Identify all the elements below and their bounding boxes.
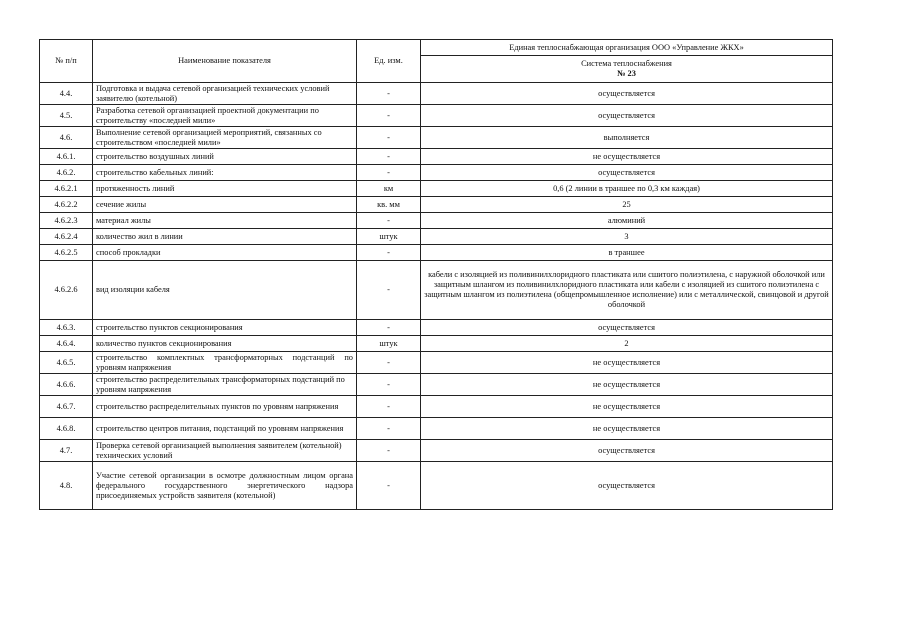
table-row bbox=[40, 197, 833, 213]
table-row bbox=[40, 105, 833, 127]
row-unit: - bbox=[357, 165, 421, 181]
row-value: не осуществляется bbox=[421, 374, 833, 396]
row-value: не осуществляется bbox=[421, 418, 833, 440]
row-indicator-name: строительство центров питания, подстанций по уровням напряжения bbox=[93, 418, 357, 440]
row-indicator-name: протяженность линий bbox=[93, 181, 357, 197]
row-unit: - bbox=[357, 440, 421, 462]
table-row bbox=[40, 352, 833, 374]
row-indicator-name: количество пунктов секционирования bbox=[93, 336, 357, 352]
row-value: 3 bbox=[421, 229, 833, 245]
row-unit: - bbox=[357, 83, 421, 105]
row-number: 4.7. bbox=[40, 440, 93, 462]
header-name: Наименование показателя bbox=[93, 40, 357, 83]
row-unit: - bbox=[357, 374, 421, 396]
row-value: 25 bbox=[421, 197, 833, 213]
row-indicator-name: количество жил в линии bbox=[93, 229, 357, 245]
row-number: 4.6.8. bbox=[40, 418, 93, 440]
table-row bbox=[40, 336, 833, 352]
row-indicator-name: Разработка сетевой организацией проектной документации по строительству «последней мили» bbox=[93, 105, 357, 127]
row-indicator-name: строительство воздушных линий bbox=[93, 149, 357, 165]
row-unit: - bbox=[357, 396, 421, 418]
table-row bbox=[40, 165, 833, 181]
row-value: осуществляется bbox=[421, 165, 833, 181]
row-indicator-name: способ прокладки bbox=[93, 245, 357, 261]
row-unit: - bbox=[357, 352, 421, 374]
row-indicator-name: строительство кабельных линий: bbox=[93, 165, 357, 181]
row-unit: - bbox=[357, 105, 421, 127]
row-number: 4.6.7. bbox=[40, 396, 93, 418]
row-value: осуществляется bbox=[421, 440, 833, 462]
row-value: осуществляется bbox=[421, 320, 833, 336]
table-row bbox=[40, 261, 833, 320]
row-number: 4.6. bbox=[40, 127, 93, 149]
row-value: 2 bbox=[421, 336, 833, 352]
row-unit: - bbox=[357, 213, 421, 229]
row-value: в траншее bbox=[421, 245, 833, 261]
table-row bbox=[40, 418, 833, 440]
row-unit: штук bbox=[357, 229, 421, 245]
table-row bbox=[40, 320, 833, 336]
header-system-label: Система теплоснабжения bbox=[581, 59, 672, 68]
row-unit: - bbox=[357, 320, 421, 336]
header-unit: Ед. изм. bbox=[357, 40, 421, 83]
row-value: алюминий bbox=[421, 213, 833, 229]
row-indicator-name: строительство распределительных пунктов по уровням напряжения bbox=[93, 396, 357, 418]
row-indicator-name: строительство распределительных трансформаторных подстанций по уровням напряжения bbox=[93, 374, 357, 396]
header-org: Единая теплоснабжающая организация ООО «Управление ЖКХ» bbox=[421, 40, 833, 56]
row-number: 4.6.2.5 bbox=[40, 245, 93, 261]
row-number: 4.5. bbox=[40, 105, 93, 127]
row-unit: - bbox=[357, 245, 421, 261]
row-value: 0,6 (2 линии в траншее по 0,3 км каждая) bbox=[421, 181, 833, 197]
row-indicator-name: сечение жилы bbox=[93, 197, 357, 213]
table-row bbox=[40, 127, 833, 149]
header-row bbox=[40, 40, 833, 56]
row-indicator-name: вид изоляции кабеля bbox=[93, 261, 357, 320]
row-unit: кв. мм bbox=[357, 197, 421, 213]
row-number: 4.6.5. bbox=[40, 352, 93, 374]
row-indicator-name: строительство пунктов секционирования bbox=[93, 320, 357, 336]
row-unit: км bbox=[357, 181, 421, 197]
row-value: не осуществляется bbox=[421, 352, 833, 374]
row-number: 4.6.6. bbox=[40, 374, 93, 396]
row-number: 4.6.2.4 bbox=[40, 229, 93, 245]
table-row bbox=[40, 374, 833, 396]
table-row bbox=[40, 462, 833, 510]
row-value: осуществляется bbox=[421, 83, 833, 105]
row-indicator-name: Подготовка и выдача сетевой организацией технических условий заявителю (котельной) bbox=[93, 83, 357, 105]
row-unit: - bbox=[357, 127, 421, 149]
row-value: кабели с изоляцией из поливинилхлоридного пластиката или сшитого полиэтилена, с наружной оболочкой или защитным шлангом из поливинилхлоридного пластиката или кабели с изоляцией из сшитого полиэтилена с защитным шлангом из полиэтилена (общепромышленное исполнение) или с металлической, свинцовой и другой оболочкой bbox=[421, 261, 833, 320]
row-number: 4.6.1. bbox=[40, 149, 93, 165]
header-system-number: № 23 bbox=[617, 69, 636, 78]
table-row bbox=[40, 83, 833, 105]
row-unit: штук bbox=[357, 336, 421, 352]
row-indicator-name: строительство комплектных трансформаторных подстанций по уровням напряжения bbox=[93, 352, 357, 374]
table-row bbox=[40, 229, 833, 245]
row-value: осуществляется bbox=[421, 462, 833, 510]
table-row bbox=[40, 181, 833, 197]
table-row bbox=[40, 440, 833, 462]
table-row bbox=[40, 213, 833, 229]
row-number: 4.6.2.6 bbox=[40, 261, 93, 320]
row-indicator-name: Выполнение сетевой организацией мероприятий, связанных со строительством «последней мили» bbox=[93, 127, 357, 149]
row-value: не осуществляется bbox=[421, 396, 833, 418]
indicators-table bbox=[39, 39, 833, 510]
row-number: 4.6.2.2 bbox=[40, 197, 93, 213]
row-number: 4.6.2.1 bbox=[40, 181, 93, 197]
table-row bbox=[40, 396, 833, 418]
row-indicator-name: Участие сетевой организации в осмотре должностным лицом органа федерального государственного энергетического надзора присоединяемых устройств заявителя (котельной) bbox=[93, 462, 357, 510]
row-number: 4.4. bbox=[40, 83, 93, 105]
row-value: выполняется bbox=[421, 127, 833, 149]
row-indicator-name: материал жилы bbox=[93, 213, 357, 229]
table-row bbox=[40, 245, 833, 261]
row-unit: - bbox=[357, 149, 421, 165]
row-unit: - bbox=[357, 418, 421, 440]
header-num: № п/п bbox=[40, 40, 93, 83]
row-number: 4.6.2. bbox=[40, 165, 93, 181]
row-unit: - bbox=[357, 462, 421, 510]
row-number: 4.6.4. bbox=[40, 336, 93, 352]
table-row bbox=[40, 149, 833, 165]
row-number: 4.6.2.3 bbox=[40, 213, 93, 229]
row-value: осуществляется bbox=[421, 105, 833, 127]
header-system bbox=[421, 56, 833, 83]
row-number: 4.8. bbox=[40, 462, 93, 510]
row-value: не осуществляется bbox=[421, 149, 833, 165]
row-number: 4.6.3. bbox=[40, 320, 93, 336]
row-unit: - bbox=[357, 261, 421, 320]
row-indicator-name: Проверка сетевой организацией выполнения заявителем (котельной) технических условий bbox=[93, 440, 357, 462]
